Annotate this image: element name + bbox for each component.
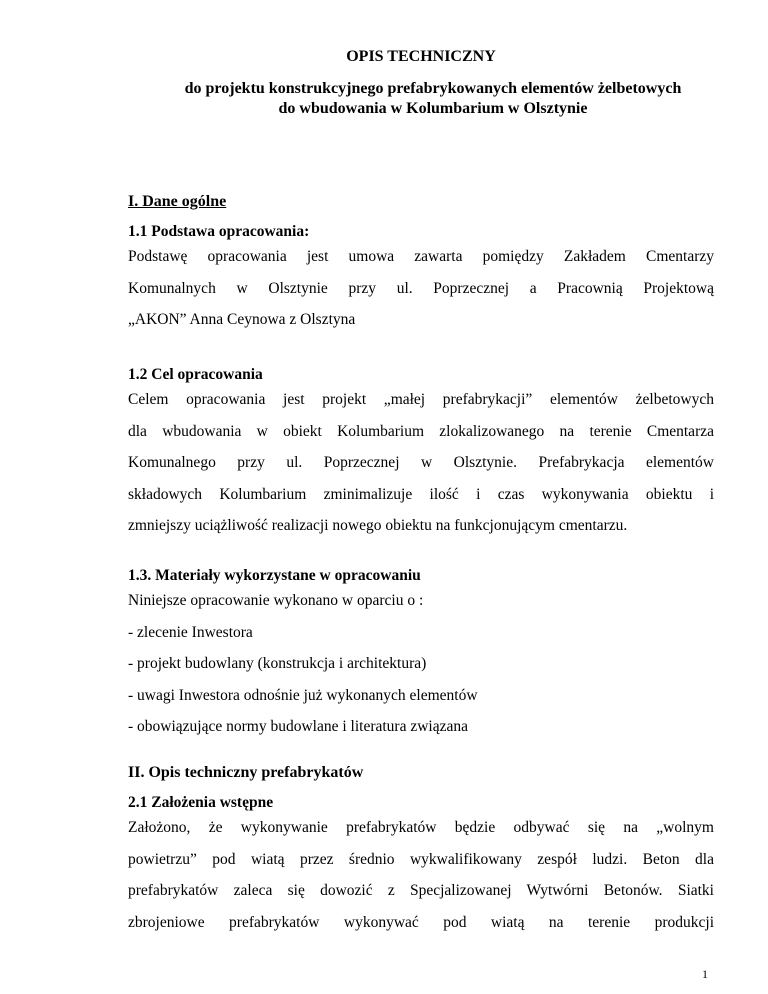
paragraph-line: Założono, że wykonywanie prefabrykatów będzie odbywać się na „wolnym bbox=[128, 819, 714, 836]
list-item: - obowiązujące normy budowlane i literatura związana bbox=[128, 718, 468, 735]
section-heading-general: I. Dane ogólne bbox=[128, 193, 227, 210]
paragraph-line: zmniejszy uciążliwość realizacji nowego obiektu na funkcjonującym cmentarzu. bbox=[128, 517, 628, 534]
section-heading-technical: II. Opis techniczny prefabrykatów bbox=[128, 764, 364, 781]
subsection-heading-assumptions: 2.1 Założenia wstępne bbox=[128, 794, 274, 811]
paragraph-line: Podstawę opracowania jest umowa zawarta pomiędzy Zakładem Cmentarzy bbox=[128, 248, 714, 265]
subsection-heading-basis: 1.1 Podstawa opracowania: bbox=[128, 223, 310, 240]
paragraph-line: „AKON” Anna Ceynowa z Olsztyna bbox=[128, 311, 356, 328]
paragraph-line: dla wbudowania w obiekt Kolumbarium zlokalizowanego na terenie Cmentarza bbox=[128, 422, 714, 440]
subsection-heading-goal: 1.2 Cel opracowania bbox=[128, 366, 263, 383]
paragraph-line: powietrzu” pod wiatą przez średnio wykwalifikowany zespół ludzi. Beton dla bbox=[128, 850, 714, 868]
materials-intro: Niniejsze opracowanie wykonano w oparciu o : bbox=[128, 592, 424, 609]
paragraph-line: prefabrykatów zaleca się dowozić z Specjalizowanej Wytwórni Betonów. Siatki bbox=[128, 882, 714, 899]
paragraph-basis bbox=[128, 241, 714, 336]
subtitle-line: do wbudowania w Kolumbarium w Olsztynie bbox=[278, 100, 588, 117]
list-item: - projekt budowlany (konstrukcja i architektura) bbox=[128, 655, 427, 672]
paragraph-assumptions bbox=[128, 812, 714, 938]
paragraph-goal bbox=[128, 384, 714, 542]
materials-list bbox=[128, 585, 714, 743]
paragraph-line: Komunalnego przy ul. Poprzecznej w Olsztynie. Prefabrykacja elementów bbox=[128, 454, 714, 471]
paragraph-line: zbrojeniowe prefabrykatów wykonywać pod wiatą na terenie produkcji bbox=[128, 913, 714, 931]
paragraph-line: Celem opracowania jest projekt „małej prefabrykacji” elementów żelbetowych bbox=[128, 391, 714, 408]
paragraph-line: Komunalnych w Olsztynie przy ul. Poprzecznej a Pracownią Projektową bbox=[128, 279, 714, 297]
list-item: - uwagi Inwestora odnośnie już wykonanych elementów bbox=[128, 686, 478, 704]
page-number: 1 bbox=[702, 967, 708, 981]
document-subtitle bbox=[150, 79, 716, 119]
subtitle-line: do projektu konstrukcyjnego prefabrykowanych elementów żelbetowych bbox=[184, 80, 682, 97]
list-item: - zlecenie Inwestora bbox=[128, 623, 253, 641]
subsection-heading-materials: 1.3. Materiały wykorzystane w opracowaniu bbox=[128, 567, 421, 584]
paragraph-line: składowych Kolumbarium zminimalizuje ilość i czas wykonywania obiektu i bbox=[128, 485, 714, 503]
document-title: OPIS TECHNICZNY bbox=[346, 48, 496, 65]
